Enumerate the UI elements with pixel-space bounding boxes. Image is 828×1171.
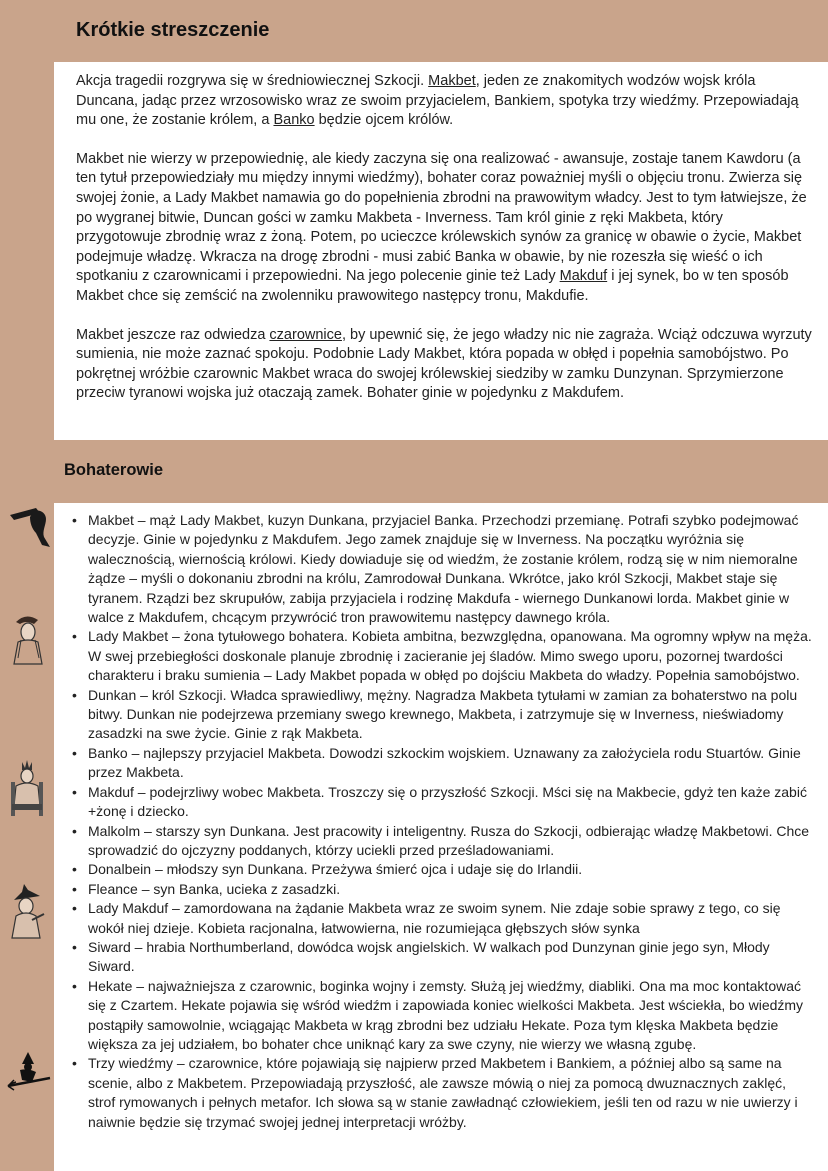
page-title: Krótkie streszczenie xyxy=(76,19,270,41)
link-makbet[interactable]: Makbet xyxy=(428,73,476,89)
list-item: • Trzy wiedźmy – czarownice, które pojawiają się najpierw przed Makbetem i Bankiem, a później albo są same na scenie, albo z Makbetem. Przepowiadają przyszłość, ale zawsze mówią o niej za pomocą dwuznacznych zaklęć, strof rymowanych i pełnych metafor. Ich słowa są w stanie zawładnąć człowiekiem, jeśli ten od razu w nie uwierzy i naiwnie będzie się trzymać swojej jednej interpretacji wróżby. xyxy=(70,1054,814,1132)
king-on-throne-icon xyxy=(6,758,48,820)
list-item: • Lady Makbet – żona tytułowego bohatera. Kobieta ambitna, bezwzględna, opanowana. Ma ogromny wpływ na męża. W swej przebiegłości doskonale planuje zbrodnię i zacieranie jej śladów. Mimo swego uporu, pozornej twardości charakteru i braku sumienia – Lady Makbet popada w obłęd po dojściu Makbeta do władzy. Popełnia samobójstwo. xyxy=(70,627,814,685)
list-item: • Donalbein – młodszy syn Dunkana. Przeżywa śmierć ojca i udaje się do Irlandii. xyxy=(70,860,814,879)
list-item: • Makduf – podejrzliwy wobec Makbeta. Troszczy się o przyszłość Szkocji. Mści się na Makbecie, gdyż ten każe zabić +żonę i dziecko. xyxy=(70,783,814,822)
lady-portrait-icon xyxy=(6,612,48,666)
list-item: • Hekate – najważniejsza z czarownic, boginka wojny i zemsty. Służą jej wiedźmy, diabliki. Ona ma moc kontaktować się z Czartem. Hekate pojawia się wśród wiedźm i zapowiada koniec wielkości Makbeta. Jest wściekła, bo wiedźmy postąpiły samowolnie, wciągając Makbeta w krąg zbrodni bez udziału Hekate. Poza tym klęska Makbeta będzie większa za jej udziałem, bo bohater chce uniknąć kary za swe czyny, nie wierzy we własną zgubę. xyxy=(70,977,814,1055)
witch-on-broom-icon xyxy=(6,1050,52,1094)
list-item: • Makbet – mąż Lady Makbet, kuzyn Dunkana, przyjaciel Banka. Przechodzi przemianę. Potrafi szybko podejmować decyzje. Ginie w pojedynku z Makdufem. Jego zamek znajduje się w Inverness. Na początku wyróżnia się walecznością, wiernością królowi. Kiedy dowiaduje się od wiedźm, że zostanie królem, rodzą się w nim niemoralne żądze – myśli o dokonaniu zbrodni na królu, Zamrodował Dunkana. Wkrótce, jako król Szkocji, Makbet staje się tyranem. Rządzi bez skrupułów, zabija przyjaciela i rodzinę Makdufa - wiernego Dunkanowi lorda. Makbet ginie w walce z Makdufem, chcącym przywrócić tron prawowitemu następcy dawnego króla. xyxy=(70,511,814,627)
list-item: • Lady Makduf – zamordowana na żądanie Makbeta wraz ze swoim synem. Nie zdaje sobie sprawy z tego, co się wokół niej dzieje. Kobieta racjonalna, łatwowierna, nie rozumiejąca głębszych słów synka xyxy=(70,899,814,938)
characters-title: Bohaterowie xyxy=(64,461,164,479)
witch-portrait-icon xyxy=(6,884,48,940)
list-item: • Malkolm – starszy syn Dunkana. Jest pracowity i inteligentny. Rusza do Szkocji, odbierając władzę Makbetowi. Chce sprowadzić do ojczyzny poddanych, którzy uciekli przed prześladowaniami. xyxy=(70,822,814,861)
characters-box xyxy=(54,503,828,1171)
link-banko[interactable]: Banko xyxy=(273,112,315,129)
link-makduf[interactable]: Makduf xyxy=(559,268,608,285)
characters-list xyxy=(70,511,814,1132)
summary-paragraph-1: Akcja tragedii rozgrywa się w średniowiecznej Szkocji. Makbet, jeden ze znakomitych wodzów wojsk króla Duncana, jadąc przez wrzosowisko wraz ze swoim przyjacielem, Bankiem, spotyka trzy wiedźmy. Przepowiadają mu one, że zostanie królem, a Banko będzie ojcem królów. xyxy=(76,73,799,129)
list-item: • Dunkan – król Szkocji. Władca sprawiedliwy, mężny. Nagradza Makbeta tytułami w zamian za bohaterstwo na polu bitwy. Dunkan nie podejrzewa przemiany swego krewnego, Makbeta, i zatrzymuje się w Inverness, nieświadomy zasadzki na swe życie. Ginie z rąk Makbeta. xyxy=(70,686,814,744)
summary-paragraph-2: Makbet nie wierzy w przepowiednię, ale kiedy zaczyna się ona realizować - awansuje, zostaje tanem Kawdoru (a ten tytuł przepowiedziały mu między innymi wiedźmy), bohater coraz poważniej myśli o objęciu tronu. Zwierza się swojej żonie, a Lady Makbet namawia go do popełnienia zbrodni na prawowitym władcy. Jest to tym łatwiejsze, że po wygranej bitwie, Duncan gości w zamku Makbeta - Inverness. Tam król ginie z ręki Makbeta, który przygotowuje zbrodnię wraz z żoną. Potem, po ucieczce królewskich synów za granicę w obawie o życie, Makbet podejmuje władzę. Wkracza na drogę zbrodni - musi zabić Banka w obawie, by nie rozeszła się wieść o ich spotkaniu z czarownicami i przepowiedni. Na jego polecenie ginie też Lady Makduf i jej synek, bo w ten sposób Makbet chce się zemścić na zwolenniku prawowitego następcy tronu, Makdufie. xyxy=(76,150,807,304)
dagger-hand-icon xyxy=(6,505,52,549)
summary-paragraph-3: Makbet jeszcze raz odwiedza czarownice, by upewnić się, że jego władzy nic nie zagraża. Wciąż odczuwa wyrzuty sumienia, nie może zaznać spokoju. Podobnie Lady Makbet, która popada w obłęd i popełnia samobójstwo. Po pokrętnej wróżbie czarownic Makbet wraca do swojej królewskiej siedziby w zamku Dunzynan. Sprzymierzone przeciw tyranowi wojska już otaczają zamek. Bohater ginie w pojedynku z Makdufem. xyxy=(76,326,812,402)
list-item: • Siward – hrabia Northumberland, dowódca wojsk angielskich. W walkach pod Dunzynan ginie jego syn, Młody Siward. xyxy=(70,938,814,977)
list-item: • Banko – najlepszy przyjaciel Makbeta. Dowodzi szkockim wojskiem. Uznawany za założyciela rodu Stuartów. Ginie przez Makbeta. xyxy=(70,744,814,783)
summary-box xyxy=(54,62,828,440)
link-czarownice[interactable]: czarownice xyxy=(269,326,342,343)
list-item: • Fleance – syn Banka, ucieka z zasadzki. xyxy=(70,880,814,899)
